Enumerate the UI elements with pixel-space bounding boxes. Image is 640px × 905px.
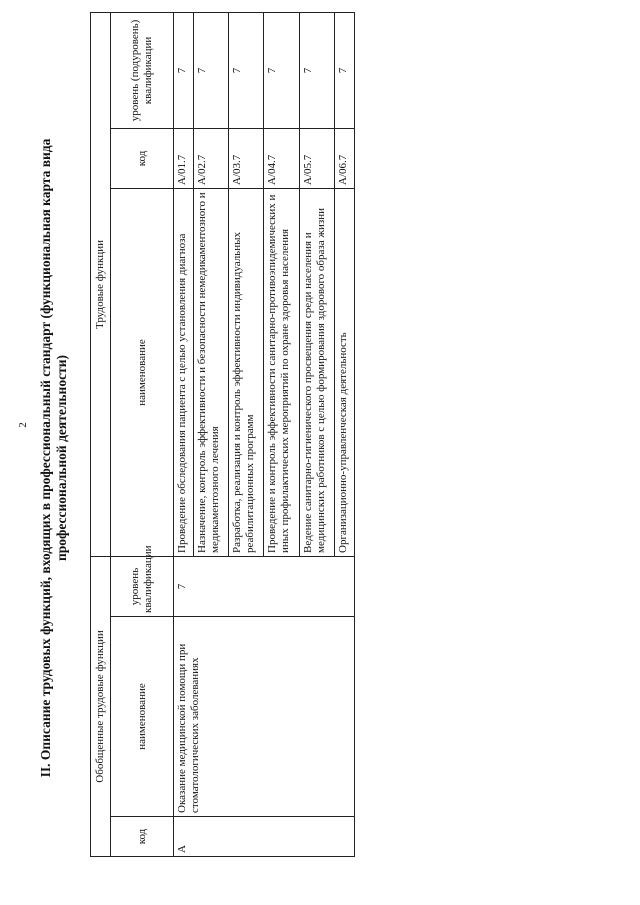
- function-level: 7: [194, 12, 229, 128]
- function-level: 7: [174, 12, 194, 128]
- column-header-function-code: код: [111, 128, 174, 188]
- labour-functions-header: Трудовые функции: [91, 12, 111, 556]
- function-level: 7: [264, 12, 299, 128]
- function-code: A/03.7: [229, 128, 264, 188]
- generalized-function-name: Оказание медицинской помощи при стоматологических заболеваниях: [174, 617, 355, 817]
- generalized-function-code: A: [174, 817, 355, 857]
- page-number: 2: [17, 422, 29, 428]
- column-header-name: наименование: [111, 617, 174, 817]
- table-group-header-row: [91, 12, 111, 856]
- generalized-function-level: 7: [174, 556, 355, 616]
- function-name: Проведение и контроль эффективности санитарно-противоэпидемических и иных профилактических мероприятий по охране здоровья населения: [264, 188, 299, 556]
- function-level: 7: [229, 12, 264, 128]
- function-code: A/02.7: [194, 128, 229, 188]
- column-header-level: уровень квалификации: [111, 556, 174, 616]
- function-level: 7: [334, 12, 354, 128]
- function-name: Ведение санитарно-гигиенического просвещения среди населения и медицинских работников с целью формирования здорового образа жизни: [299, 188, 334, 556]
- column-header-code: код: [111, 817, 174, 857]
- table-row: [174, 12, 194, 856]
- function-code: A/04.7: [264, 128, 299, 188]
- function-name: Проведение обследования пациента с целью установления диагноза: [174, 188, 194, 556]
- function-code: A/06.7: [334, 128, 354, 188]
- function-code: A/05.7: [299, 128, 334, 188]
- section-title: [30, 58, 90, 858]
- function-name: Разработка, реализация и контроль эффективности индивидуальных реабилитационных программ: [229, 188, 264, 556]
- column-header-sublevel: уровень (подуровень) квалификации: [111, 12, 174, 128]
- functional-map-table: [90, 12, 355, 857]
- function-name: Организационно-управленческая деятельность: [334, 188, 354, 556]
- section-title-line-1: II. Описание трудовых функций, входящих в профессиональный стандарт (функциональная карта вида: [38, 138, 53, 778]
- table-column-header-row: [111, 12, 174, 856]
- section-title-line-2: профессиональной деятельности): [54, 355, 69, 561]
- column-header-function-name: наименование: [111, 188, 174, 556]
- function-level: 7: [299, 12, 334, 128]
- function-code: A/01.7: [174, 128, 194, 188]
- function-name: Назначение, контроль эффективности и безопасности немедикаментозного и медикаментозного лечения: [194, 188, 229, 556]
- generalized-functions-header: Обобщенные трудовые функции: [91, 556, 111, 856]
